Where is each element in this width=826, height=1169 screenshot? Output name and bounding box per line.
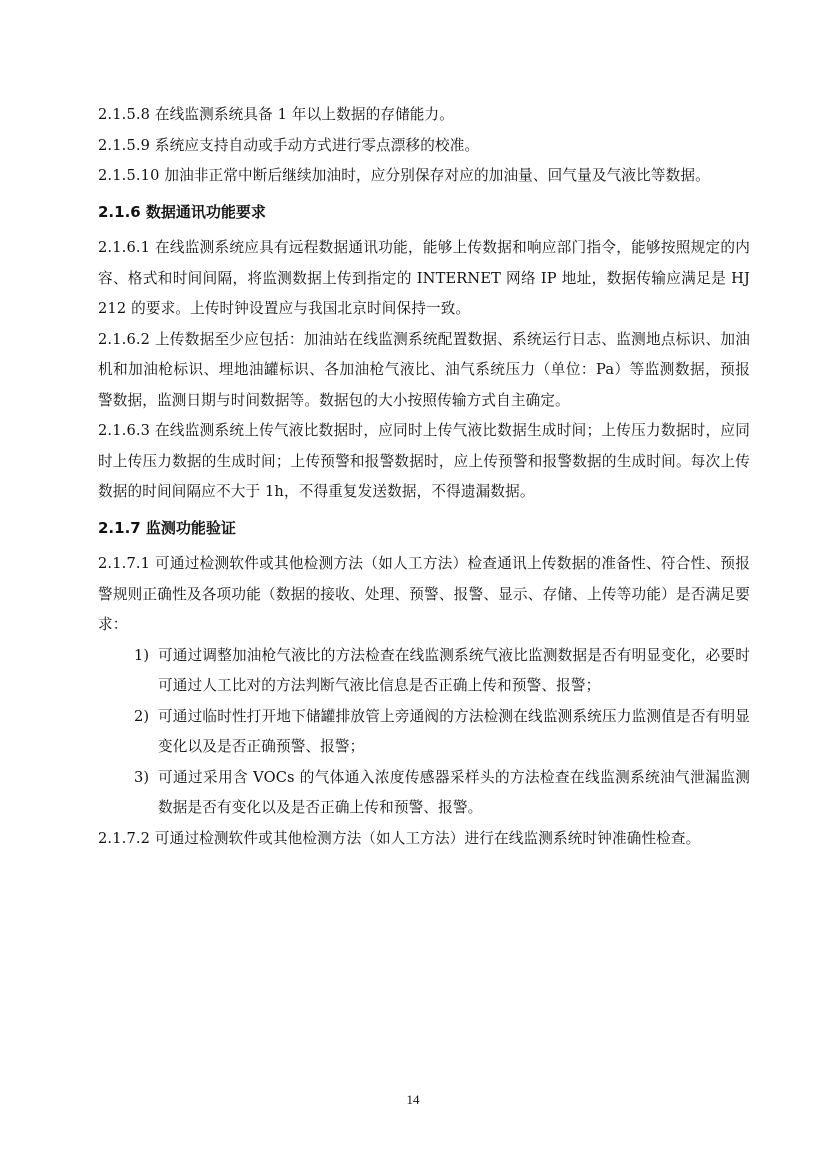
paragraph-2-1-7-1: 2.1.7.1 可通过检测软件或其他检测方法（如人工方法）检查通讯上传数据的准备性、符合性、预报警规则正确性及各项功能（数据的接收、处理、预警、报警、显示、存储、上传等功能）是否满足要求： (98, 555, 750, 633)
section-heading-2-1-7: 2.1.7 监测功能验证 (98, 518, 236, 537)
paragraph-2-1-6-1: 2.1.6.1 在线监测系统应具有远程数据通讯功能，能够上传数据和响应部门指令，能够按照规定的内容、格式和时间间隔，将监测数据上传到指定的 INTERNET 网络 IP 地址，数据传输应满足是 HJ 212 的要求。上传时钟设置应与我国北京时间保持一致。 (98, 239, 750, 317)
paragraph-2-1-5-10: 2.1.5.10 加油非正常中断后继续加油时，应分别保存对应的加油量、回气量及气液比等数据。 (98, 167, 710, 184)
paragraph-2-1-7-2: 2.1.7.2 可通过检测软件或其他检测方法（如人工方法）进行在线监测系统时钟准确性检查。 (98, 829, 701, 847)
list-item-text: 可通过采用含 VOCs 的气体通入浓度传感器采样头的方法检查在线监测系统油气泄漏监测数据是否有变化以及是否正确上传和预警、报警。 (158, 768, 750, 816)
page-content (98, 100, 750, 854)
list-marker: 3) (134, 768, 150, 786)
paragraph-2-1-6-2: 2.1.6.2 上传数据至少应包括：加油站在线监测系统配置数据、系统运行日志、监测地点标识、加油机和加油枪标识、埋地油罐标识、各加油枪气液比、油气系统压力（单位：Pa）等监测数据，预报警数据，监测日期与时间数据等。数据包的大小按照传输方式自主确定。 (98, 330, 750, 409)
list-item-text: 可通过临时性打开地下储罐排放管上旁通阀的方法检测在线监测系统压力监测值是否有明显变化以及是否正确预警、报警； (158, 707, 750, 755)
paragraph-2-1-5-8: 2.1.5.8 在线监测系统具备 1 年以上数据的存储能力。 (98, 106, 455, 123)
list-item (98, 702, 750, 763)
verification-method-list (98, 641, 750, 824)
list-marker: 2) (134, 707, 150, 725)
list-item (98, 641, 750, 702)
list-item (98, 763, 750, 824)
list-item-text: 可通过调整加油枪气液比的方法检查在线监测系统气液比监测数据是否有明显变化，必要时可通过人工比对的方法判断气液比信息是否正确上传和预警、报警； (158, 646, 750, 694)
section-heading-2-1-6: 2.1.6 数据通讯功能要求 (98, 202, 266, 221)
list-marker: 1) (134, 646, 150, 664)
page-number: 14 (406, 1092, 420, 1107)
paragraph-2-1-5-9: 2.1.5.9 系统应支持自动或手动方式进行零点漂移的校准。 (98, 136, 480, 154)
paragraph-2-1-6-3: 2.1.6.3 在线监测系统上传气液比数据时，应同时上传气液比数据生成时间；上传压力数据时，应同时上传压力数据的生成时间；上传预警和报警数据时，应上传预警和报警数据的生成时间。每次上传数据的时间间隔应不大于 1h，不得重复发送数据，不得遗漏数据。 (98, 422, 750, 500)
